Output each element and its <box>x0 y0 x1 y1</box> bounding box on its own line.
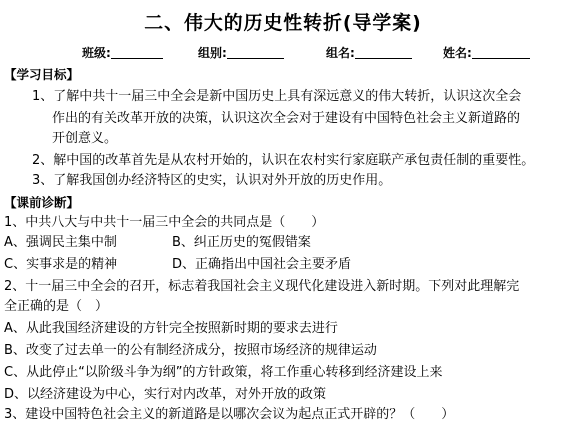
objective-line: 1、了解中共十一届三中全会是新中国历史上具有深远意义的伟大转折，认识这次全会 <box>32 89 522 104</box>
question-1-option-a[interactable]: A、强调民主集中制 <box>4 235 117 250</box>
group-field <box>198 44 284 62</box>
question-2-option-a[interactable]: A、从此我国经济建设的方针完全按照新时期的要求去进行 <box>4 321 338 336</box>
student-info-row <box>0 44 566 62</box>
question-1-stem: 1、中共八大与中共十一届三中全会的共同点是（ ） <box>4 215 325 230</box>
name-blank[interactable] <box>472 44 530 59</box>
name-field <box>443 44 530 62</box>
class-blank[interactable] <box>111 44 163 59</box>
class-label: 班级: <box>82 46 111 60</box>
question-2-stem-continued: 全正确的是（ ） <box>4 299 109 314</box>
group-name-field <box>326 44 412 62</box>
objectives-heading: 【学习目标】 <box>4 67 80 82</box>
group-blank[interactable] <box>227 44 284 59</box>
question-2-stem: 2、十一届三中全会的召开，标志着我国社会主义现代化建设进入新时期。下列对此理解完 <box>4 279 520 294</box>
objective-line: 开创意义。 <box>52 131 118 146</box>
group-label: 组别: <box>198 46 227 60</box>
question-1-option-c[interactable]: C、实事求是的精神 <box>4 257 118 272</box>
question-2-option-b[interactable]: B、改变了过去单一的公有制经济成分，按照市场经济的规律运动 <box>4 343 377 358</box>
name-label: 姓名: <box>443 46 472 60</box>
question-2-option-c[interactable]: C、从此停止“以阶级斗争为纲”的方针政策，将工作重心转移到经济建设上来 <box>4 365 443 380</box>
diagnosis-heading: 【课前诊断】 <box>4 195 80 210</box>
objective-line: 3、了解我国创办经济特区的史实，认识对外开放的历史作用。 <box>32 173 392 188</box>
question-1-option-d[interactable]: D、正确指出中国社会主要矛盾 <box>172 257 352 272</box>
group-name-label: 组名: <box>326 46 355 60</box>
question-2-option-d[interactable]: D、以经济建设为中心，实行对内改革，对外开放的政策 <box>4 387 327 402</box>
objective-line: 作出的有关改革开放的决策，认识这次全会对于建设有中国特色社会主义新道路的 <box>52 111 521 126</box>
class-field <box>82 44 163 62</box>
objective-line: 2、解中国的改革首先是从农村开始的，认识在农村实行家庭联产承包责任制的重要性。 <box>32 153 535 168</box>
question-1-option-b[interactable]: B、纠正历史的冤假错案 <box>172 235 311 250</box>
page-title: 二、伟大的历史性转折(导学案) <box>144 12 422 34</box>
question-3-stem: 3、建设中国特色社会主义的新道路是以哪次会议为起点正式开辟的？（ ） <box>4 407 455 422</box>
group-name-blank[interactable] <box>355 44 412 59</box>
